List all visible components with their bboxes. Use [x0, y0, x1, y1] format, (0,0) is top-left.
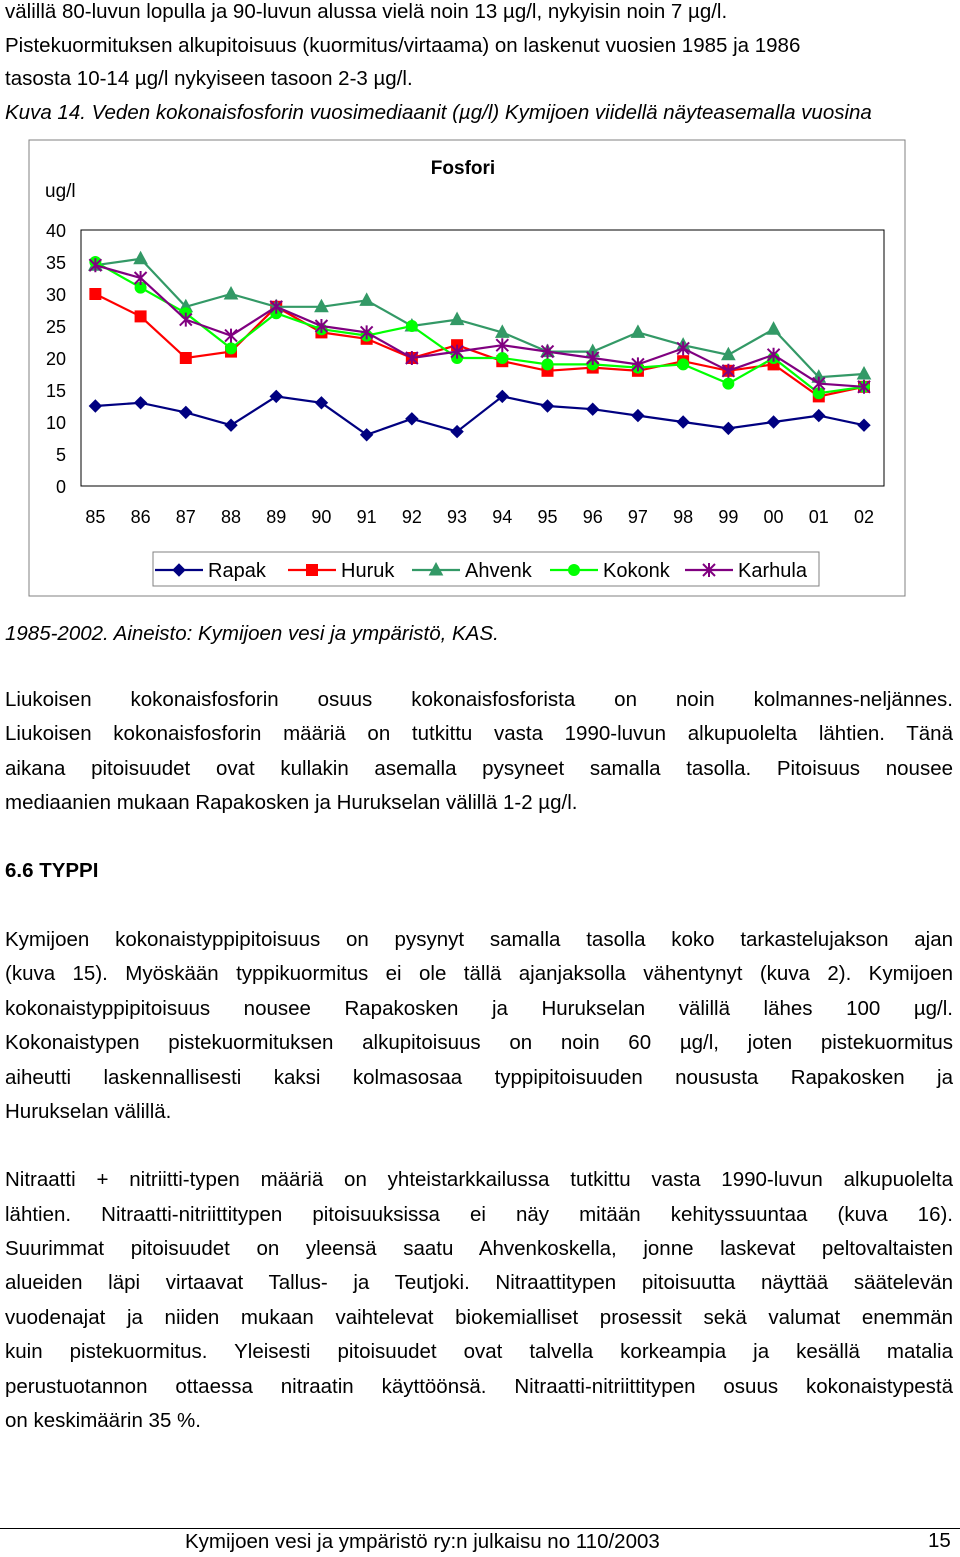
para2-line-6: Hurukselan välillä.	[5, 1100, 172, 1123]
data-point-kokonk	[406, 321, 417, 332]
intro-line-3: tasosta 10-14 µg/l nykyiseen tasoon 2-3 µg/l.	[5, 67, 413, 90]
legend-label-kokonk: Kokonk	[603, 560, 670, 582]
x-tick-label: 97	[627, 507, 648, 527]
x-tick-label: 92	[401, 507, 422, 527]
para2-line-3: kokonaistyppipitoisuus nousee Rapakosken ja Hurukselan välillä lähes 100 µg/l.	[5, 997, 953, 1020]
page-number: 15	[928, 1529, 951, 1552]
data-point-huruk	[180, 353, 191, 364]
x-tick-label: 91	[356, 507, 377, 527]
y-tick-label: 15	[45, 381, 66, 401]
x-tick-label: 02	[853, 507, 875, 527]
y-tick-label: 5	[55, 445, 66, 465]
x-tick-label: 86	[130, 507, 151, 527]
figure-caption-line-2: 1985-2002. Aineisto: Kymijoen vesi ja ympäristö, KAS.	[5, 622, 499, 645]
y-tick-label: 30	[45, 285, 66, 305]
x-tick-label: 87	[175, 507, 196, 527]
para3-line-1: Nitraatti + nitriitti-typen määriä on yhteistarkkailussa tutkittu vasta 1990-luvun alkupuolelta	[5, 1168, 953, 1191]
legend-label-ahvenk: Ahvenk	[465, 560, 532, 582]
legend-marker-kokonk	[569, 565, 580, 576]
x-tick-label: 96	[582, 507, 603, 527]
x-tick-label: 94	[492, 507, 513, 527]
para3-line-3: Suurimmat pitoisuudet on yleensä saatu Ahvenkoskella, jonne laskevat peltovaltaisten	[5, 1237, 953, 1260]
legend-marker-huruk	[307, 565, 318, 576]
intro-line-2: Pistekuormituksen alkupitoisuus (kuormitus/virtaama) on laskenut vuosien 1985 ja 1986	[5, 34, 801, 57]
para1-line-3: aikana pitoisuudet ovat kullakin asemalla pysyneet samalla tasolla. Pitoisuus nousee	[5, 757, 953, 780]
para3-line-7: perustuotannon ottaessa nitraatin käyttöönsä. Nitraatti-nitriittitypen osuus kokonaistypestä	[5, 1375, 953, 1398]
legend-label-karhula: Karhula	[738, 560, 807, 582]
data-point-kokonk	[497, 353, 508, 364]
para3-line-4: alueiden läpi virtaavat Tallus- ja Teutjoki. Nitraattitypen pitoisuutta näyttää säätelevän	[5, 1271, 953, 1294]
x-tick-label: 98	[673, 507, 694, 527]
data-point-huruk	[90, 289, 101, 300]
data-point-kokonk	[226, 343, 237, 354]
legend-label-rapak: Rapak	[208, 560, 266, 582]
section-heading: 6.6 TYPPI	[5, 859, 99, 882]
phosphorus-line-chart	[0, 0, 960, 620]
y-tick-label: 20	[45, 349, 66, 369]
para3-line-5: vuodenajat ja niiden mukaan vaihtelevat biokemialliset prosessit sekä valumat enemmän	[5, 1306, 953, 1329]
para2-line-1: Kymijoen kokonaistyppipitoisuus on pysynyt samalla tasolla koko tarkastelujakson ajan	[5, 928, 953, 951]
data-point-huruk	[135, 311, 146, 322]
x-tick-label: 93	[447, 507, 468, 527]
data-point-kokonk	[723, 378, 734, 389]
para1-line-1: Liukoisen kokonaisfosforin osuus kokonaisfosforista on noin kolmannes-neljännes.	[5, 688, 953, 711]
data-point-kokonk	[542, 359, 553, 370]
para3-line-6: kuin pistekuormitus. Yleisesti pitoisuudet ovat talvella korkeampia ja kesällä matalia	[5, 1340, 953, 1363]
para3-line-8: on keskimäärin 35 %.	[5, 1409, 201, 1432]
para1-line-2: Liukoisen kokonaisfosforin määriä on tutkittu vasta 1990-luvun alkupuolelta lähtien. Tänä	[5, 722, 953, 745]
para3-line-2: lähtien. Nitraatti-nitriittitypen pitoisuuksissa ei näy mitään kehityssuuntaa (kuva 16).	[5, 1203, 953, 1226]
footer-rule	[0, 1528, 960, 1529]
chart-title: Fosfori	[430, 158, 496, 179]
y-tick-label: 0	[55, 477, 66, 497]
x-tick-label: 89	[266, 507, 287, 527]
intro-line-1: välillä 80-luvun lopulla ja 90-luvun alussa vielä noin 13 µg/l, nykyisin noin 7 µg/l.	[5, 0, 728, 23]
para2-line-4: Kokonaistypen pistekuormituksen alkupitoisuus on noin 60 µg/l, joten pistekuormitus	[5, 1031, 953, 1054]
y-tick-label: 35	[45, 253, 66, 273]
para2-line-2: (kuva 15). Myöskään typpikuormitus ei ole tällä ajanjaksolla vähentynyt (kuva 2). Kymijoen	[5, 962, 953, 985]
y-axis-label: ug/l	[45, 181, 76, 202]
x-tick-label: 95	[537, 507, 558, 527]
data-point-kokonk	[678, 359, 689, 370]
y-tick-label: 40	[45, 221, 66, 241]
x-tick-label: 01	[808, 507, 829, 527]
x-tick-label: 00	[763, 507, 784, 527]
x-tick-label: 90	[311, 507, 332, 527]
x-tick-label: 88	[220, 507, 242, 527]
para2-line-5: aiheutti laskennallisesti kaksi kolmasosaa typpipitoisuuden noususta Rapakosken ja	[5, 1066, 953, 1089]
footer-publication: Kymijoen vesi ja ympäristö ry:n julkaisu no 110/2003	[185, 1530, 660, 1553]
x-tick-label: 99	[718, 507, 739, 527]
para1-line-4: mediaanien mukaan Rapakosken ja Hurukselan välillä 1-2 µg/l.	[5, 791, 578, 814]
x-tick-label: 85	[85, 507, 106, 527]
figure-caption-line-1: Kuva 14. Veden kokonaisfosforin vuosimediaanit (µg/l) Kymijoen viidellä näyteasemalla vuosina	[5, 101, 872, 124]
y-tick-label: 25	[45, 317, 66, 337]
legend-label-huruk: Huruk	[341, 560, 395, 582]
y-tick-label: 10	[45, 413, 66, 433]
figure-14-chart	[0, 0, 960, 620]
